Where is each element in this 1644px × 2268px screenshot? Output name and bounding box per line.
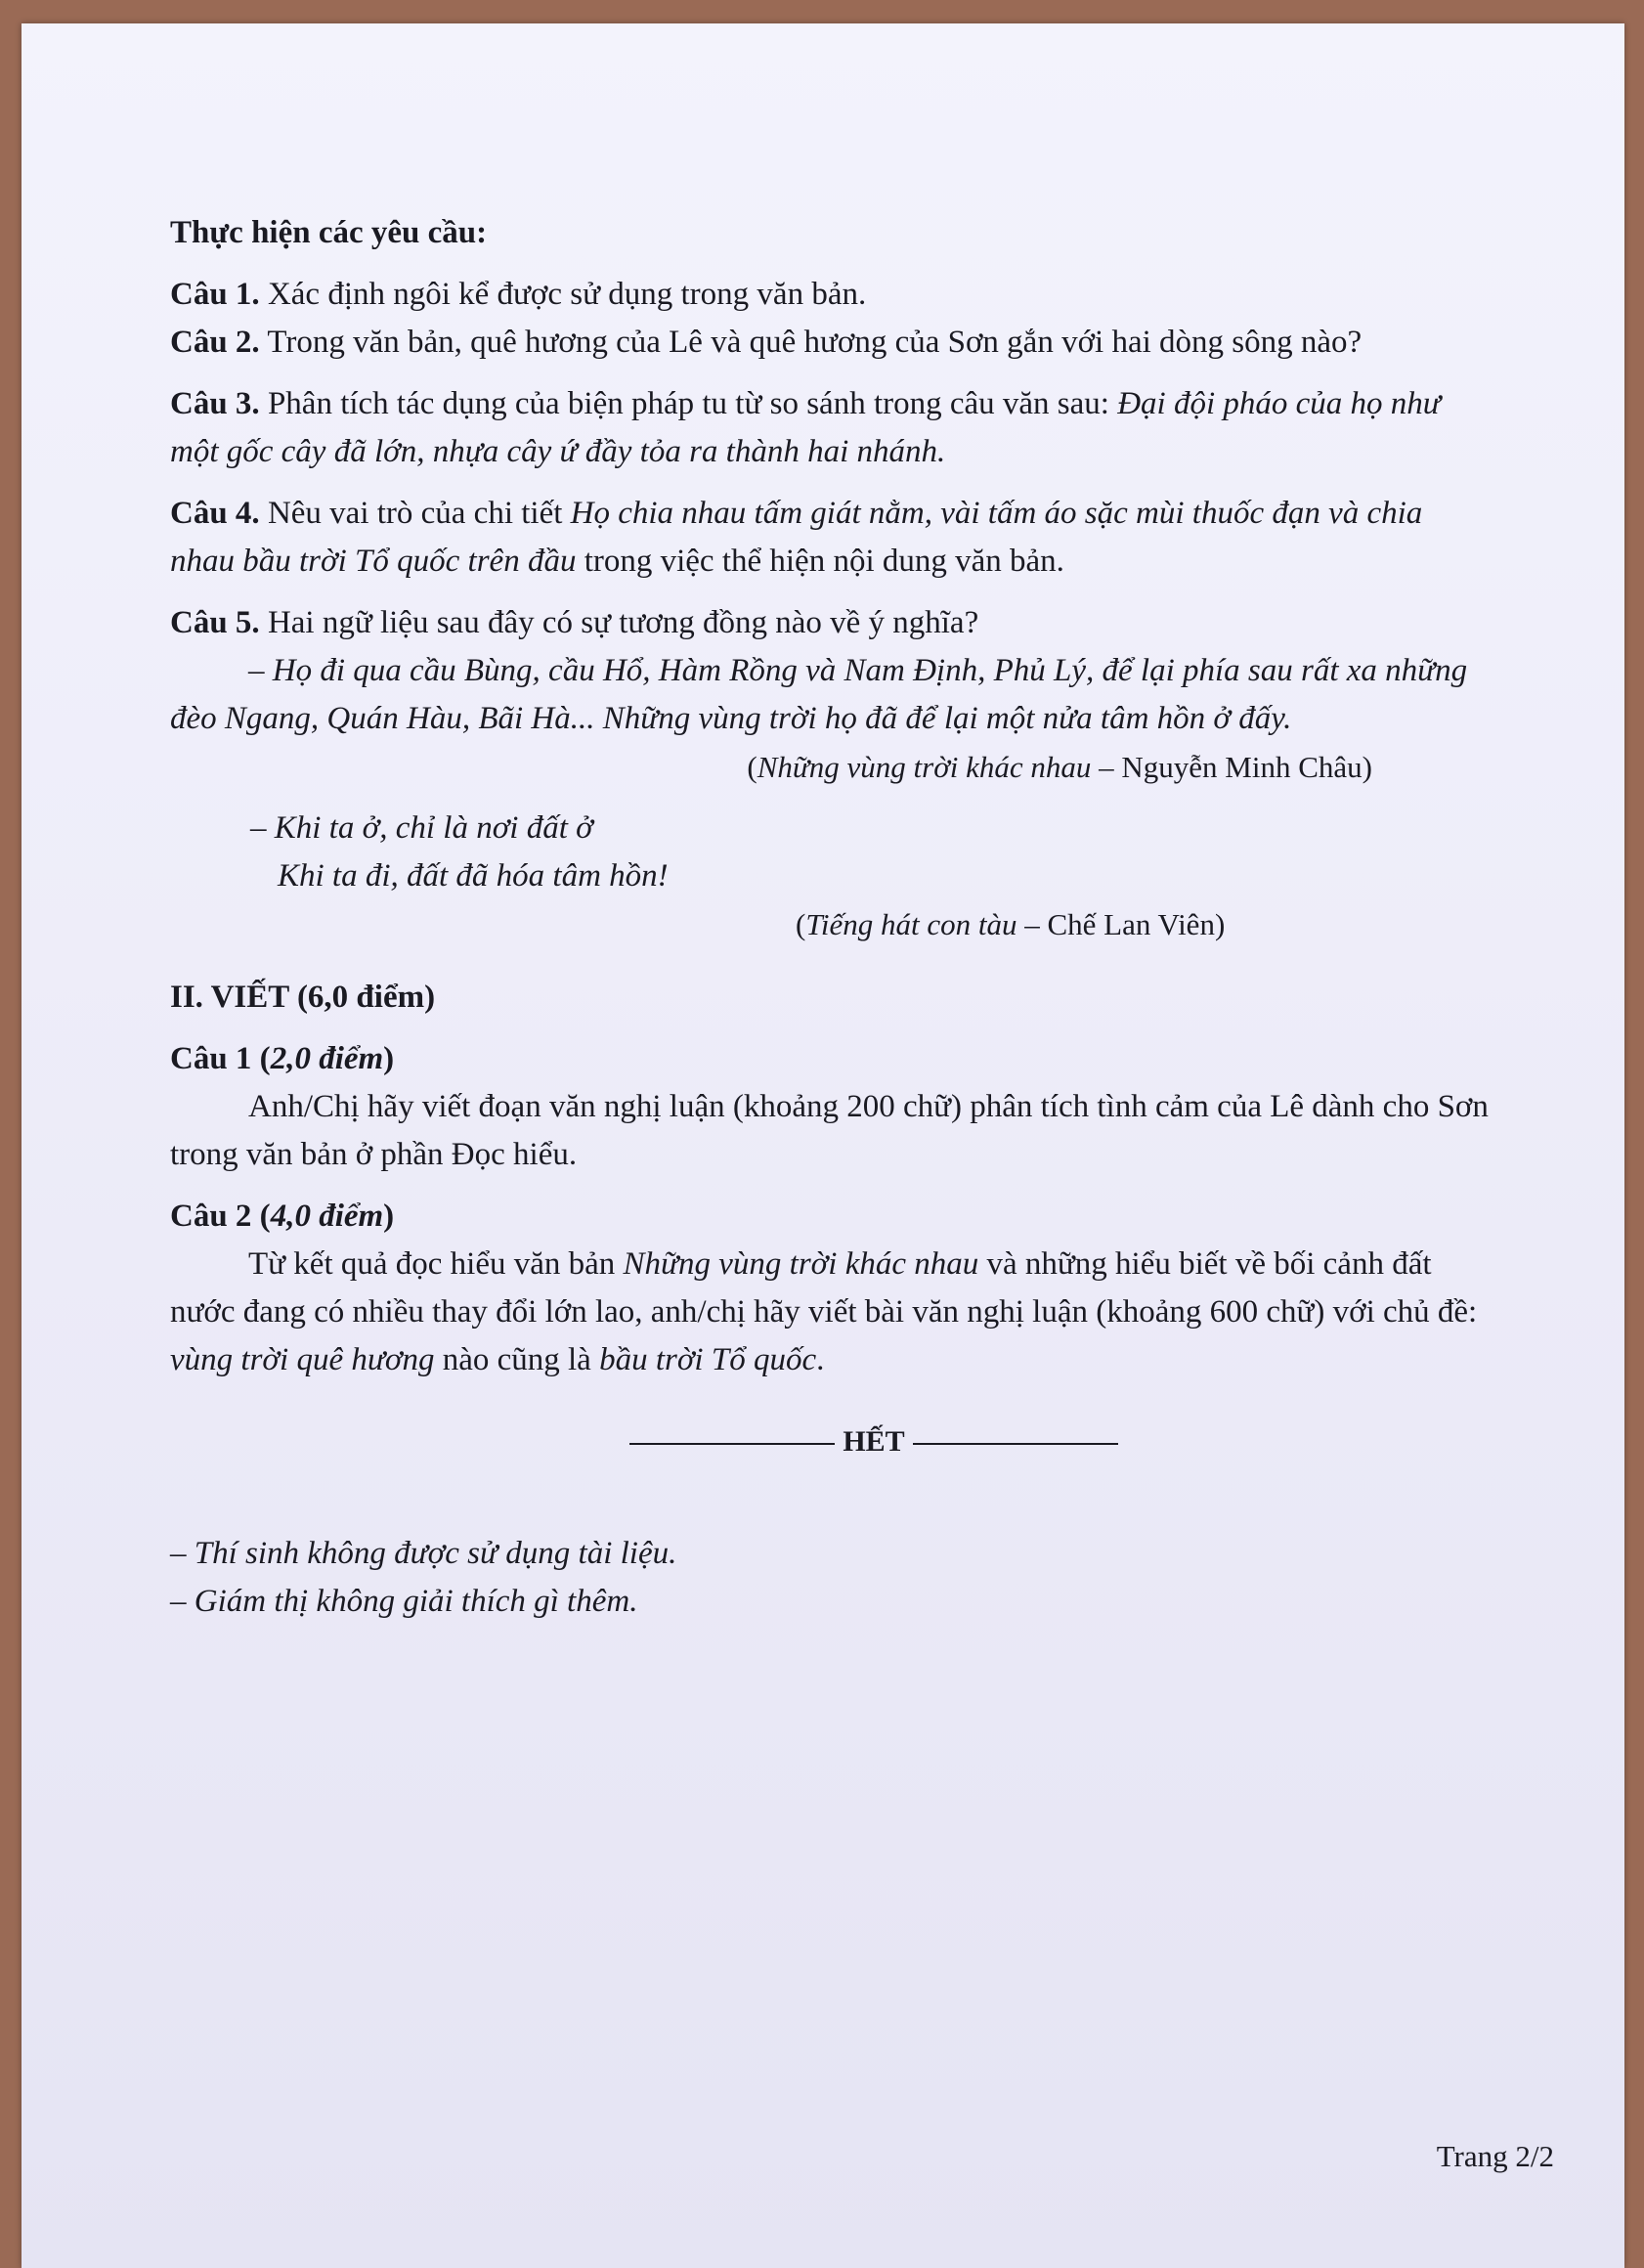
- question-text: Phân tích tác dụng của biện pháp tu từ so sánh trong câu văn sau:: [259, 386, 1118, 421]
- work-title: Những vùng trời khác nhau: [623, 1246, 979, 1282]
- question-text: Trong văn bản, quê hương của Lê và quê hương của Sơn gắn với hai dòng sông nào?: [259, 325, 1363, 360]
- question-5: [170, 599, 1578, 647]
- section-2-heading: II. VIẾT (6,0 điểm): [170, 980, 436, 1015]
- question-text-cont: trong việc thể hiện nội dung văn bản.: [576, 544, 1064, 579]
- points: 4,0 điểm: [270, 1199, 384, 1234]
- points: 2,0 điểm: [270, 1041, 384, 1076]
- question-label: Câu 5.: [170, 605, 260, 640]
- source-work: Tiếng hát con tàu: [805, 907, 1017, 941]
- excerpt-2: [170, 805, 1578, 948]
- note-line: – Giám thị không giải thích gì thêm.: [170, 1584, 638, 1619]
- note-line: – Thí sinh không được sử dụng tài liệu.: [170, 1536, 677, 1571]
- question-1: [170, 271, 1578, 319]
- question-label: Câu 3.: [170, 386, 260, 421]
- writing-question-2-topic: vùng trời quê hương nào cũng là bầu trời Tổ quốc.: [170, 1342, 825, 1377]
- quoted-detail-cont: nhau bầu trời Tổ quốc trên đầu: [170, 544, 577, 579]
- writing-question-1-label: Câu 1 (2,0 điểm): [170, 1041, 395, 1076]
- writing-question-2-text: Từ kết quả đọc hiểu văn bản Những vùng trời khác nhau và những hiểu biết về bối cảnh đất: [248, 1246, 1432, 1282]
- topic-phrase: vùng trời quê hương: [170, 1342, 435, 1377]
- exam-notes: [170, 1530, 1578, 1626]
- exam-paper: [22, 23, 1624, 2268]
- excerpt-line: đèo Ngang, Quán Hàu, Bãi Hà... Những vùng trời họ đã để lại một nửa tâm hồn ở đấy.: [170, 701, 1292, 736]
- exam-content: [170, 209, 1578, 1626]
- poem-line: – Khi ta ở, chỉ là nơi đất ở: [250, 810, 593, 846]
- question-3: [170, 380, 1578, 476]
- excerpt-line: – Họ đi qua cầu Bùng, cầu Hổ, Hàm Rồng và Nam Định, Phủ Lý, để lại phía sau rất xa những: [248, 653, 1468, 688]
- question-text: Hai ngữ liệu sau đây có sự tương đồng nào về ý nghĩa?: [259, 605, 979, 640]
- writing-question-1-text-cont: trong văn bản ở phần Đọc hiểu.: [170, 1137, 578, 1172]
- page-number: Trang 2/2: [1436, 2139, 1554, 2173]
- writing-question-1-text: Anh/Chị hãy viết đoạn văn nghị luận (khoảng 200 chữ) phân tích tình cảm của Lê dành cho Sơn: [248, 1089, 1489, 1124]
- topic-phrase: bầu trời Tổ quốc: [599, 1342, 817, 1377]
- question-text: Nêu vai trò của chi tiết: [259, 496, 571, 531]
- question-4: [170, 490, 1578, 586]
- instructions-heading: Thực hiện các yêu cầu:: [170, 215, 488, 250]
- quoted-sentence: Đại đội pháo của họ như: [1117, 386, 1441, 421]
- end-mark: HẾT: [170, 1418, 1578, 1465]
- question-text: Xác định ngôi kể được sử dụng trong văn bản.: [259, 277, 867, 312]
- writing-question-2-label: Câu 2 (4,0 điểm): [170, 1199, 395, 1234]
- source-work: Những vùng trời khác nhau: [757, 750, 1092, 784]
- source-author: – Chế Lan Viên): [1017, 907, 1226, 941]
- end-divider-right: [913, 1443, 1118, 1445]
- end-divider-left: [629, 1443, 835, 1445]
- excerpt-source: (Tiếng hát con tàu – Chế Lan Viên): [796, 907, 1226, 941]
- quoted-sentence-cont: một gốc cây đã lớn, nhựa cây ứ đầy tỏa ra thành hai nhánh.: [170, 434, 946, 469]
- question-label: Câu 1.: [170, 277, 260, 312]
- question-2: [170, 319, 1578, 367]
- excerpt-1: [170, 647, 1578, 791]
- excerpt-source: (Những vùng trời khác nhau – Nguyễn Minh Châu): [747, 750, 1372, 784]
- writing-question-2-text-cont: nước đang có nhiều thay đổi lớn lao, anh/chị hãy viết bài văn nghị luận (khoảng 600 chữ) với chủ đề:: [170, 1294, 1478, 1330]
- poem-line: Khi ta đi, đất đã hóa tâm hồn!: [278, 858, 669, 894]
- question-label: Câu 2.: [170, 325, 260, 360]
- question-label: Câu 4.: [170, 496, 260, 531]
- source-author: – Nguyễn Minh Châu): [1091, 750, 1372, 784]
- quoted-detail: Họ chia nhau tấm giát nằm, vài tấm áo sặc mùi thuốc đạn và chia: [570, 496, 1423, 531]
